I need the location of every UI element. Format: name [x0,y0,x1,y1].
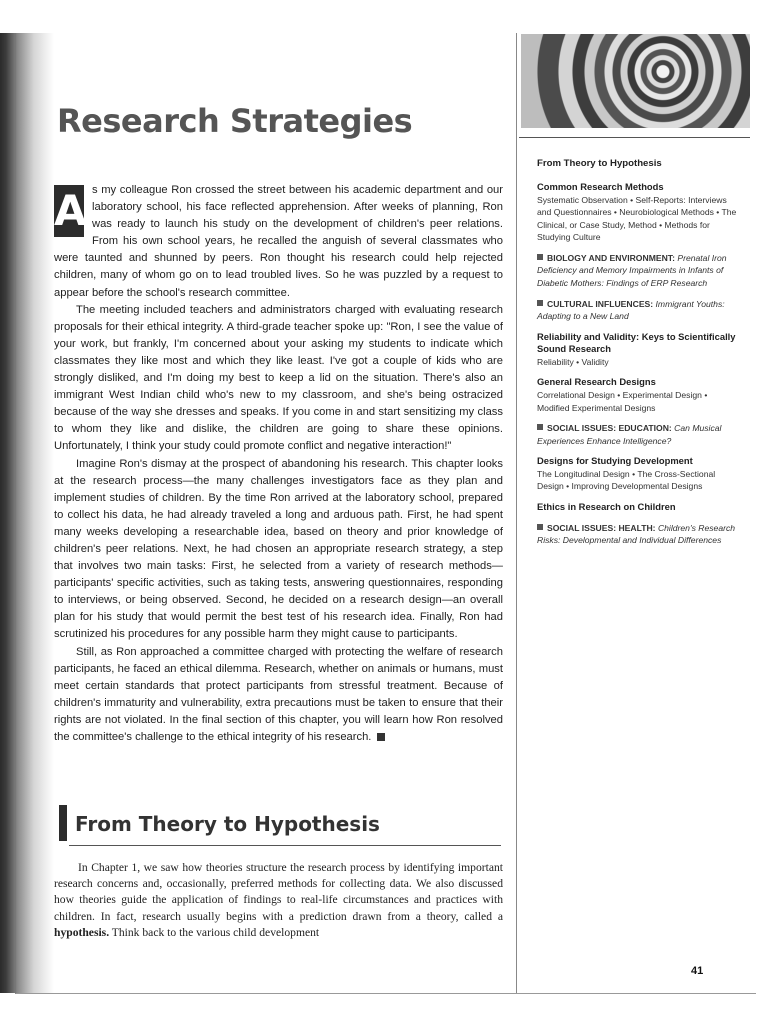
dropcap-letter: A [54,186,87,235]
section-title: From Theory to Hypothesis [75,812,380,836]
sidebar-rule [519,137,750,138]
outline-item-heading: Reliability and Validity: Keys to Scientifically Sound Research [537,330,736,355]
outline-item [537,298,739,323]
outline-item-heading: Ethics in Research on Children [537,501,676,512]
outline-list [537,181,739,547]
outline-item-heading: General Research Designs [537,376,656,388]
section-rule [69,845,501,846]
intro-paragraph-text: Still, as Ron approached a committee charged with protecting the welfare of research participants, he faced an ethical dilemma. Research, whether on animals or humans, must meet certain standards that protect participants from stressful treatment. Because of children's immaturity and vulnerability, extra precautions must be taken to ensure that their rights are not violated. In the final section of this chapter, you will learn how Ron resolved the committee's challenge to the ethical integrity of his research. [54,645,503,743]
outline-item-heading: Common Research Methods [537,181,664,192]
outline-feature [537,522,739,547]
chapter-outline [537,158,739,555]
intro-paragraph [54,182,503,302]
outline-feature-title: Children's Research Risks: Developmental and Individual Differences [537,522,736,546]
page-number: 41 [691,965,704,977]
outline-item-heading: Designs for Studying Development [537,455,693,467]
outline-heading: From Theory to Hypothesis [537,158,662,169]
outline-feature-title: Prenatal Iron Deficiency and Memory Impairments in Infants of Diabetic Mothers: Findings of ERP Research [537,252,727,289]
outline-feature-label: SOCIAL ISSUES: EDUCATION: [547,423,672,434]
chapter-opener-artwork [521,34,750,128]
outline-feature [537,422,739,447]
feature-box-icon [537,300,543,306]
chapter-title: Research Strategies [57,102,413,140]
outline-item [537,181,739,244]
outline-item [537,522,739,547]
outline-item-subtopics: Systematic Observation • Self-Reports: Interviews and Questionnaires • Neurobiological Methods • The Clinical, or Case Study, Method • Methods for Studying Culture [537,194,737,243]
intro-paragraph-text: s my colleague Ron crossed the street between his academic department and our laboratory school, his face reflected apprehension. After weeks of planning, Ron was ready to launch his study on the development of children's peer relations. From his own school years, he recalled the anguish of several classmates who were taunted and shunned by peers. Ron thought his research could help rejected children, many of whom go on to lead troubled lives. So he was puzzled by a request to appear before the school's research committee. [54,184,503,299]
outline-feature-label: BIOLOGY AND ENVIRONMENT: [547,252,675,263]
key-term-hypothesis: hypothesis. [54,925,110,939]
feature-box-icon [537,524,543,530]
section-body [54,860,503,941]
outline-item [537,455,739,493]
feature-box-icon [537,424,543,430]
intro-paragraph [54,644,503,747]
section-body-text-end: Think back to the various child development [109,925,320,939]
intro-paragraph: Imagine Ron's dismay at the prospect of abandoning his research. This chapter looks at the research process—the many challenges investigators face as they plan and implement studies of children. By the time Ron arrived at the laboratory school, prepared to collect his data, he had already traveled a long and arduous path. First, he had spent many weeks developing a researchable idea, based on theory and prior knowledge of children's peer relations. Next, he had chosen an appropriate research strategy, a step that involves two main tasks: First, he selected from a variety of research methods—participants' specific activities, such as taking tests, answering questionnaires, responding to interviews, or being observed. Second, he decided on a research design—an overall plan for his study that would permit the best test of his research idea. Finally, Ron had scrutinized his procedures for any possible harm they might cause to participants. [54,457,503,641]
outline-feature [537,298,739,323]
outline-feature-title: Immigrant Youths: Adapting to a New Land [537,298,725,322]
section-body-text: In Chapter 1, we saw how theories structure the research process by identifying important research concerns and, occasionally, preferred methods for collecting data. We also discussed how theories guide the application of findings to real-life circumstances and practices with children. In fact, research usually begins with a prediction drawn from a theory, called a [54,861,503,923]
outline-item [537,422,739,447]
outline-item [537,252,739,290]
column-divider [516,33,517,993]
intro-paragraph: The meeting included teachers and administrators charged with evaluating research proposals for their ethical integrity. A third-grade teacher spoke up: "Ron, I see the value of your work, but frankly, I'm concerned about your asking my students to indicate which classmates they like most and which they like least. I've got a couple of kids who are strongly disliked, and I'm doing my best to keep a lid on the situation. There's also an immigrant West Indian child who's new to my classroom, and she's being ostracized because of the way she dresses and speaks. If you come in and start sensitizing my class to whom they like and dislike, the children are going to share these opinions. Unfortunately, I think your study could promote conflict and negative interaction!" [54,303,503,453]
outline-feature-title: Can Musical Experiences Enhance Intelligence? [537,423,722,446]
outline-feature-label: SOCIAL ISSUES: HEALTH: [547,522,656,533]
outline-item-subtopics: Reliability • Validity [537,356,609,367]
outline-item [537,331,739,369]
intro-text [54,182,503,746]
feature-box-icon [537,254,543,260]
outline-item-subtopics: Correlational Design • Experimental Design • Modified Experimental Designs [537,389,708,413]
outline-feature-label: CULTURAL INFLUENCES: [547,298,654,309]
outline-item-subtopics: The Longitudinal Design • The Cross-Sectional Design • Improving Developmental Designs [537,468,716,492]
end-of-section-mark [377,733,385,741]
outline-item [537,376,739,414]
outline-feature [537,252,739,290]
section-marker-bar [59,805,67,841]
outline-item [537,501,739,514]
